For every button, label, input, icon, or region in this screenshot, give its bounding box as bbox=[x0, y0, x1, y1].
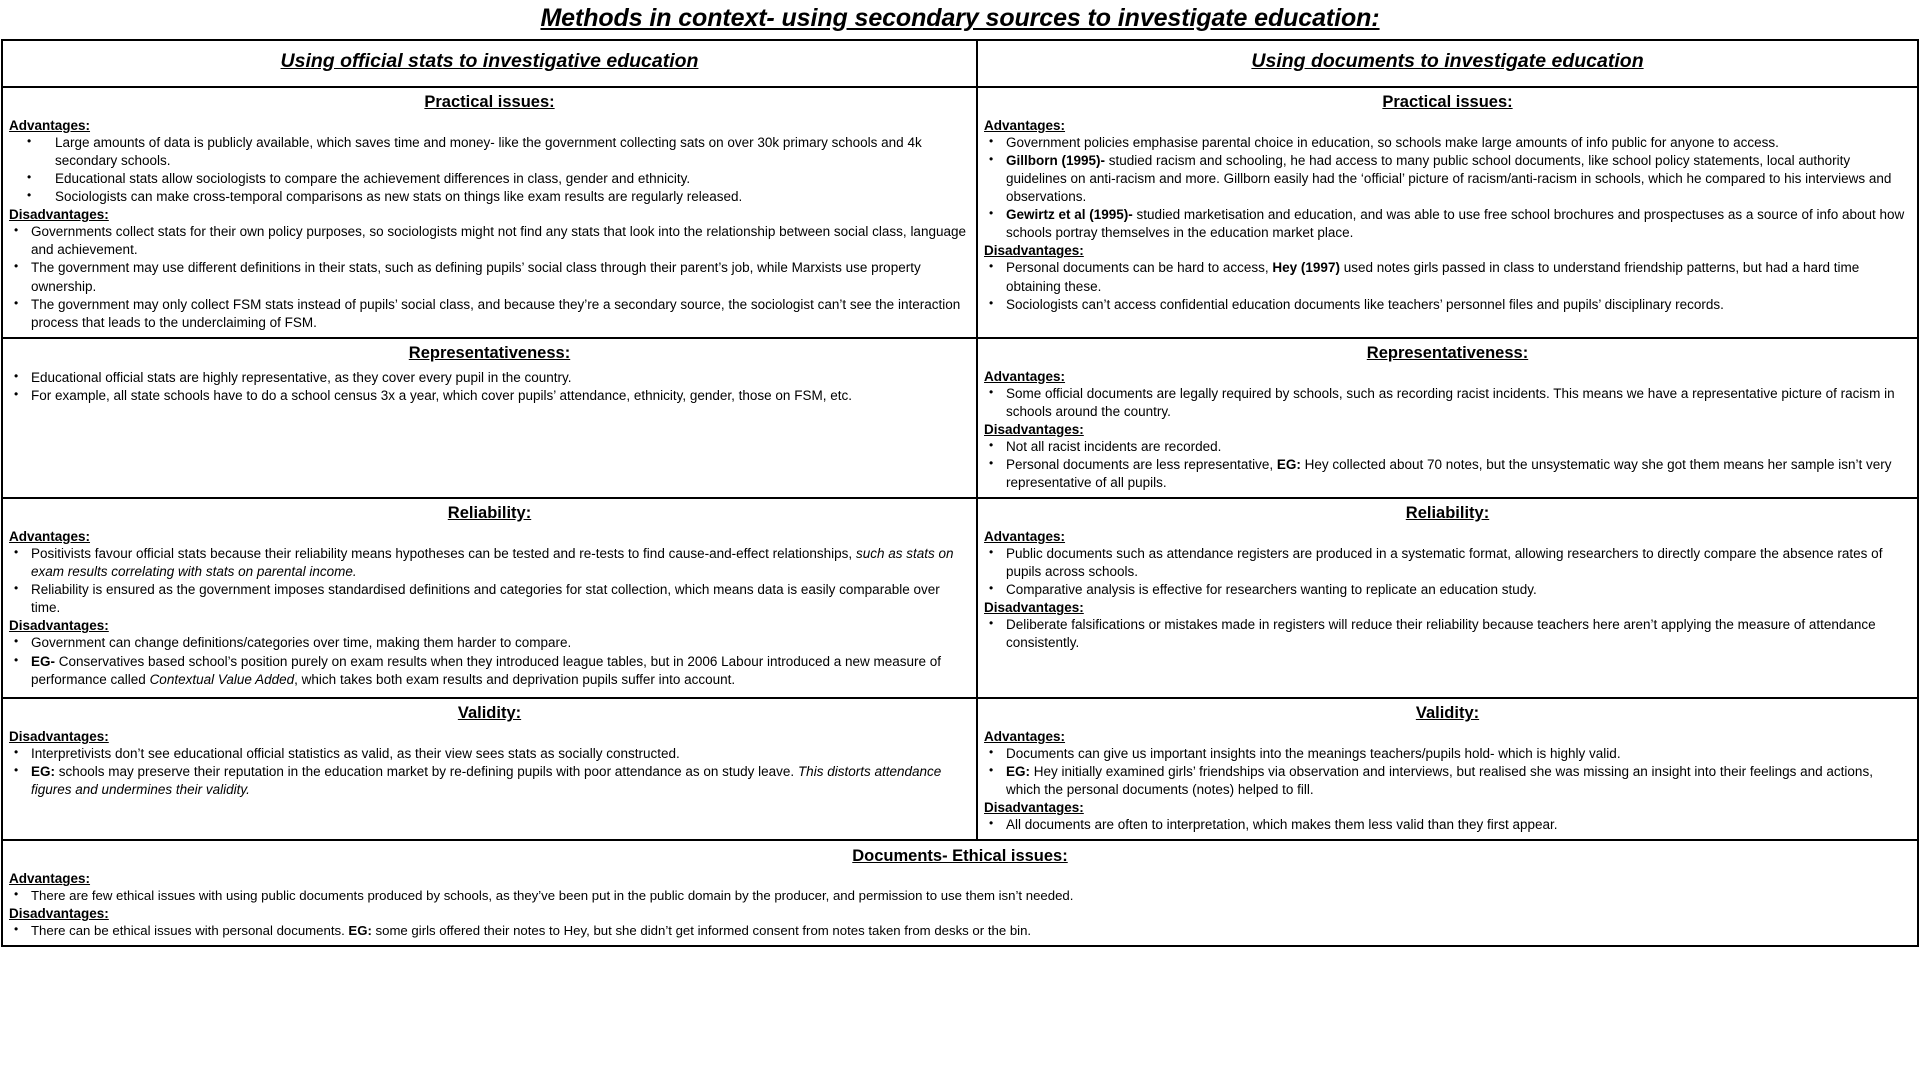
list-right-reliability-disadvantages bbox=[984, 616, 1911, 652]
disadvantages-label: Disadvantages: bbox=[9, 906, 109, 922]
list-item: • Educational official stats are highly representative, as they cover every pupil in the country. bbox=[9, 369, 970, 387]
text: Personal documents are less representative, bbox=[1006, 457, 1277, 473]
list-bottom-advantages bbox=[9, 887, 1911, 905]
table-header-row bbox=[2, 40, 1918, 87]
table-row-documents-ethical-issues bbox=[2, 840, 1918, 945]
text: Conservatives based school’s position purely on exam results when they introduced league tables, but in 2006 Labour introduced a new measure of performance called bbox=[31, 653, 942, 687]
text-italic: such as stats on exam results correlating with stats on parental income. bbox=[31, 546, 954, 580]
section-title-validity-left: Validity: bbox=[457, 704, 522, 723]
list-item: • Some official documents are legally required by schools, such as recording racist incidents. This means we have a representative picture of racism in schools around the country. bbox=[984, 385, 1911, 421]
list-left-practical-disadvantages bbox=[9, 223, 970, 331]
eg-label: EG: bbox=[348, 923, 372, 939]
cell-right-representativeness bbox=[977, 338, 1918, 498]
section-title-representativeness-right: Representativeness: bbox=[1366, 343, 1529, 362]
section-title-reliability-right: Reliability: bbox=[1405, 504, 1490, 523]
disadvantages-label: Disadvantages: bbox=[984, 243, 1084, 259]
list-item: • Governments collect stats for their own policy purposes, so sociologists might not find any stats that look into the relationship between social class, language and achievement. bbox=[9, 223, 970, 259]
list-left-representativeness bbox=[9, 369, 970, 405]
list-item: • The government may use different definitions in their stats, such as defining pupils’ social class through their parent’s job, while Marxists use property ownership. bbox=[9, 259, 970, 295]
section-title-validity-right: Validity: bbox=[1415, 704, 1480, 723]
disadvantages-label: Disadvantages: bbox=[984, 600, 1084, 616]
list-item: • There are few ethical issues with using public documents produced by schools, as they’ve been put in the public domain by the producer, and permission to use them isn’t needed. bbox=[9, 887, 1911, 905]
text: Hey initially examined girls’ friendships via observation and interviews, but realised she was missing an insight into their feelings and actions, which the personal documents (notes) helped to fill. bbox=[1006, 764, 1873, 798]
section-title-reliability-left: Reliability: bbox=[447, 504, 532, 523]
cell-left-validity bbox=[2, 698, 977, 840]
cell-left-reliability bbox=[2, 498, 977, 698]
column-header-documents bbox=[977, 40, 1918, 87]
citation-gillborn: Gillborn (1995)- bbox=[1006, 153, 1106, 169]
advantages-label: Advantages: bbox=[984, 118, 1066, 133]
list-item: • Comparative analysis is effective for researchers wanting to replicate an education study. bbox=[984, 581, 1911, 599]
list-item: • Reliability is ensured as the government imposes standardised definitions and categories for stat collection, which means data is easily comparable over time. bbox=[9, 581, 970, 617]
citation-gewirtz: Gewirtz et al (1995)- bbox=[1006, 207, 1133, 223]
list-right-practical-disadvantages bbox=[984, 259, 1911, 313]
list-left-reliability-disadvantages bbox=[9, 634, 970, 688]
list-item: • For example, all state schools have to do a school census 3x a year, which cover pupils’ attendance, ethnicity, gender, those on FSM, etc. bbox=[9, 387, 970, 405]
page-title: Methods in context- using secondary sources to investigate education: bbox=[540, 4, 1380, 32]
eg-label: EG: bbox=[1006, 764, 1031, 780]
section-title-practical-issues-left: Practical issues: bbox=[424, 93, 555, 111]
advantages-label: Advantages: bbox=[9, 529, 91, 545]
text: Hey collected about 70 notes, but the unsystematic way she got them means her sample isn’t very representative of all pupils. bbox=[1006, 457, 1892, 491]
section-title-representativeness-left: Representativeness: bbox=[408, 343, 571, 362]
term-contextual-value-added: Contextual Value Added bbox=[149, 671, 295, 687]
list-item: • Government can change definitions/categories over time, making them harder to compare. bbox=[9, 634, 970, 652]
list-item: • Documents can give us important insights into the meanings teachers/pupils hold- which is highly valid. bbox=[984, 745, 1911, 763]
list-item: • Sociologists can make cross-temporal comparisons as new stats on things like exam results are regularly released. bbox=[9, 188, 970, 206]
list-right-representativeness-advantages bbox=[984, 385, 1911, 421]
text: studied racism and schooling, he had access to many public school documents, like school policy statements, local authority guidelines on anti-racism and more. Gillborn easily had the ‘official’ picture of racism/anti-racism in schools, which he compared to his interviews and observations. bbox=[1006, 153, 1892, 205]
text: Positivists favour official stats because their reliability means hypotheses can be tested and re-tests to find cause-and-effect relationships, bbox=[31, 546, 856, 562]
cell-left-practical-issues bbox=[2, 87, 977, 338]
advantages-label: Advantages: bbox=[9, 871, 91, 887]
list-left-practical-advantages bbox=[9, 134, 970, 206]
list-item: • All documents are often to interpretation, which makes them less valid than they first appear. bbox=[984, 816, 1911, 834]
text: some girls offered their notes to Hey, but she didn’t get informed consent from notes taken from desks or the bin. bbox=[371, 923, 1032, 939]
eg-label: EG- bbox=[31, 653, 56, 669]
cell-left-representativeness bbox=[2, 338, 977, 498]
list-item: • Public documents such as attendance registers are produced in a systematic format, allowing researchers to directly compare the absence rates of pupils across schools. bbox=[984, 545, 1911, 581]
eg-label: EG: bbox=[1276, 457, 1301, 473]
cell-right-practical-issues bbox=[977, 87, 1918, 338]
list-item bbox=[9, 922, 1911, 940]
disadvantages-label: Disadvantages: bbox=[9, 618, 109, 634]
list-item bbox=[984, 134, 1911, 152]
cell-documents-ethical-issues bbox=[2, 840, 1918, 945]
list-item: • The government may only collect FSM stats instead of pupils’ social class, and because they’re a secondary source, the sociologist can’t see the interaction process that leads to the underclaiming of FSM. bbox=[9, 296, 970, 332]
text: Government policies emphasise parental choice in education, so schools make large amounts of info public for anyone to access. bbox=[1006, 135, 1779, 150]
text: There can be ethical issues with personal documents. bbox=[31, 923, 349, 939]
list-item: • Large amounts of data is publicly available, which saves time and money- like the government collecting sats on over 30k primary schools and 4k secondary schools. bbox=[9, 134, 970, 170]
list-item bbox=[984, 763, 1911, 799]
list-item: • Deliberate falsifications or mistakes made in registers will reduce their reliability because teachers here aren’t applying the measure of attendance consistently. bbox=[984, 616, 1911, 652]
disadvantages-label: Disadvantages: bbox=[984, 800, 1084, 816]
list-bottom-disadvantages bbox=[9, 922, 1911, 940]
table-row-practical-issues bbox=[2, 87, 1918, 338]
citation-hey: Hey (1997) bbox=[1272, 260, 1340, 276]
cell-right-validity bbox=[977, 698, 1918, 840]
list-right-practical-advantages bbox=[984, 134, 1911, 242]
list-item: • Not all racist incidents are recorded. bbox=[984, 438, 1911, 456]
text: used notes girls passed in class to understand friendship patterns, but had a hard time obtaining these. bbox=[1006, 260, 1860, 294]
table-row-reliability bbox=[2, 498, 1918, 698]
left-column-heading: Using official stats to investigative education bbox=[280, 50, 699, 72]
eg-label: EG: bbox=[31, 764, 56, 780]
cell-right-reliability bbox=[977, 498, 1918, 698]
text-italic: This distorts attendance figures and undermines their validity. bbox=[31, 764, 942, 798]
disadvantages-label: Disadvantages: bbox=[984, 421, 1084, 437]
text: schools may preserve their reputation in the education market by re-defining pupils with poor attendance as on study leave. bbox=[55, 764, 798, 780]
methods-comparison-table bbox=[1, 39, 1919, 947]
list-item bbox=[984, 456, 1911, 492]
table-row-validity bbox=[2, 698, 1918, 840]
right-column-heading: Using documents to investigate education bbox=[1251, 50, 1644, 72]
list-item: • Interpretivists don’t see educational official statistics as valid, as their view sees stats as socially constructed. bbox=[9, 745, 970, 763]
list-right-reliability-advantages bbox=[984, 545, 1911, 599]
disadvantages-label: Disadvantages: bbox=[9, 729, 109, 745]
list-right-validity-advantages bbox=[984, 745, 1911, 799]
advantages-label: Advantages: bbox=[984, 729, 1066, 745]
list-item bbox=[9, 653, 970, 689]
advantages-label: Advantages: bbox=[984, 368, 1066, 384]
table-row-representativeness bbox=[2, 338, 1918, 498]
text: Personal documents can be hard to access, bbox=[1006, 260, 1273, 276]
list-item bbox=[9, 545, 970, 581]
list-left-validity-disadvantages bbox=[9, 745, 970, 799]
list-item bbox=[984, 259, 1911, 295]
list-right-validity-disadvantages bbox=[984, 816, 1911, 834]
list-right-representativeness-disadvantages bbox=[984, 438, 1911, 492]
advantages-label: Advantages: bbox=[984, 529, 1066, 545]
list-item bbox=[984, 152, 1911, 206]
list-item bbox=[984, 206, 1911, 242]
text: studied marketisation and education, and was able to use free school brochures and prospectuses as a source of info about how schools portray themselves in the education market place. bbox=[1006, 207, 1905, 241]
text: , which takes both exam results and deprivation pupils suffer into account. bbox=[294, 671, 736, 687]
list-item: • Sociologists can’t access confidential education documents like teachers’ personnel files and pupils’ disciplinary records. bbox=[984, 296, 1911, 314]
list-item: • Educational stats allow sociologists to compare the achievement differences in class, gender and ethnicity. bbox=[9, 170, 970, 188]
list-item bbox=[9, 763, 970, 799]
disadvantages-label: Disadvantages: bbox=[9, 207, 109, 223]
column-header-official-stats bbox=[2, 40, 977, 87]
advantages-label: Advantages: bbox=[9, 118, 91, 133]
list-left-reliability-advantages bbox=[9, 545, 970, 617]
section-title-documents-ethical-issues: Documents- Ethical issues: bbox=[852, 847, 1068, 866]
section-title-practical-issues-right: Practical issues: bbox=[1382, 93, 1513, 111]
